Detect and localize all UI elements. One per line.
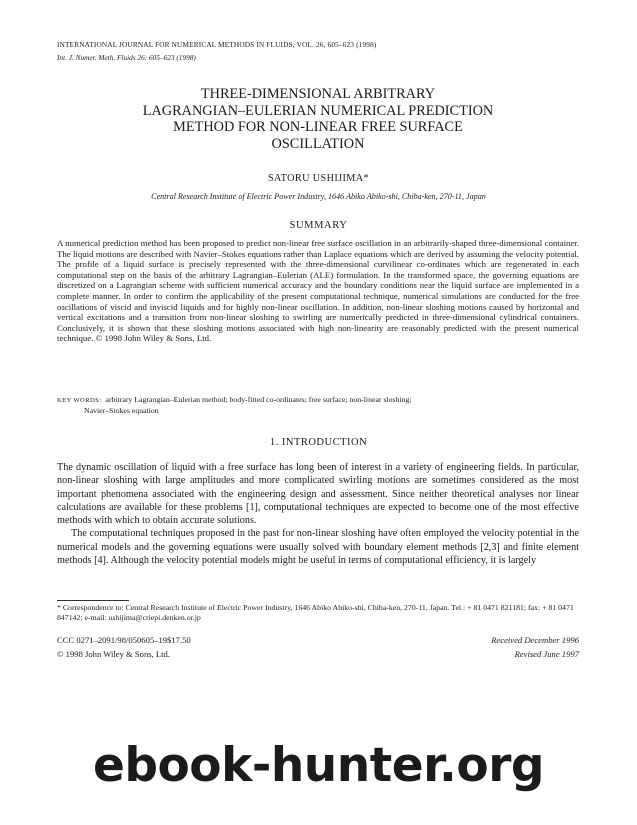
received-date: Received December 1996 [491,635,579,645]
footnote-correspondence: * Correspondence to: Central Research Institute of Electric Power Industry, 1646 Abiko Abiko-shi, Chiba-ken, 270-11, Japan. Tel.: + 81 0471 821181; fax: + 81 0471 847142; e-mail: ushijima@criepi.denken.or.jp [57,603,574,622]
revised-date: Revised June 1997 [514,649,579,659]
paragraph: The computational techniques proposed in the past for non-linear sloshing have often employed the velocity potential in the numerical models and the governing equations were usually solved with boundary element methods [2,3] and finite element methods [4]. Although the velocity potential models might be useful in terms of computational efficiency, it is largely [57,528,579,567]
citation-line: Int. J. Numer. Meth. Fluids 26: 605–623 (1998) [57,53,196,62]
paragraph: The dynamic oscillation of liquid with a free surface has long been of interest in a variety of engineering fields. In particular, non-linear sloshing with large amplitudes and more complicated swirling motions are sometimes considered as the most important phenomena associated with the engineering design and assessment. Since neither theoretical analyses nor linear calculations are available for these problems [1], computational techniques are expected to become one of the most effective methods with which to obtain accurate solutions. [57,462,579,527]
keywords-text-cont: Navier–Stokes equation [84,405,159,415]
keywords-label: KEY WORDS: [57,397,102,404]
keywords-text: arbitrary Lagrangian–Eulerian method; body-fitted co-ordinates; free surface; non-linear sloshing; [105,395,412,404]
introduction-body [57,461,579,567]
author-name: SATORU USHIJIMA* [267,173,370,184]
title-line: OSCILLATION [271,135,365,152]
keywords-line [57,395,579,406]
title-line: THREE-DIMENSIONAL ARBITRARY [200,86,436,102]
paper-title [80,86,556,152]
journal-header: INTERNATIONAL JOURNAL FOR NUMERICAL METHODS IN FLUIDS, VOL. 26, 605–623 (1998) [57,40,377,49]
title-line: LAGRANGIAN–EULERIAN NUMERICAL PREDICTION [142,102,494,119]
ccc-code: CCC 0271–2091/98/050605–19$17.50 [57,635,191,645]
section-heading-introduction: 1. INTRODUCTION [269,437,368,448]
author-affiliation: Central Research Institute of Electric Power Industry, 1646 Abiko Abiko-shi, Chiba-ken, 270-11, Japan [151,192,486,201]
watermark: ebook-hunter.org [92,738,545,793]
title-line: METHOD FOR NON-LINEAR FREE SURFACE [173,119,463,135]
summary-heading: SUMMARY [289,220,348,231]
summary-text: A numerical prediction method has been proposed to predict non-linear free surface oscillation in an arbitrarily-shaped three-dimensional container. The liquid motions are described with Navier–Stokes equations rather than Laplace equations which are derived by assuming the velocity potential. The profile of a liquid surface is precisely represented with the three-dimensional curvilinear co-ordinates which are regenerated in each computational step on the basis of the arbitrary Lagrangian–Eulerian (ALE) formulation. In the transformed space, the governing equations are discretized on a Lagrangian scheme with sufficient numerical accuracy and the boundary conditions near the liquid surface are implemented in a complete manner. In order to confirm the applicability of the present computational technique, numerical simulations are conducted for the free oscillations of viscid and inviscid liquids and for highly non-linear oscillation. In addition, non-linear sloshing motions caused by horizontal and vertical excitations and a transition from non-linear sloshing to swirling are numerically predicted in three-dimensional cylindrical containers. Conclusively, it is shown that these sloshing motions associated with high non-linearity are reasonably predicted with the present numerical technique. © 1998 John Wiley & Sons, Ltd. [57,238,579,344]
copyright: © 1998 John Wiley & Sons, Ltd. [57,649,170,659]
keywords [57,395,579,415]
footnote-rule [57,600,129,601]
